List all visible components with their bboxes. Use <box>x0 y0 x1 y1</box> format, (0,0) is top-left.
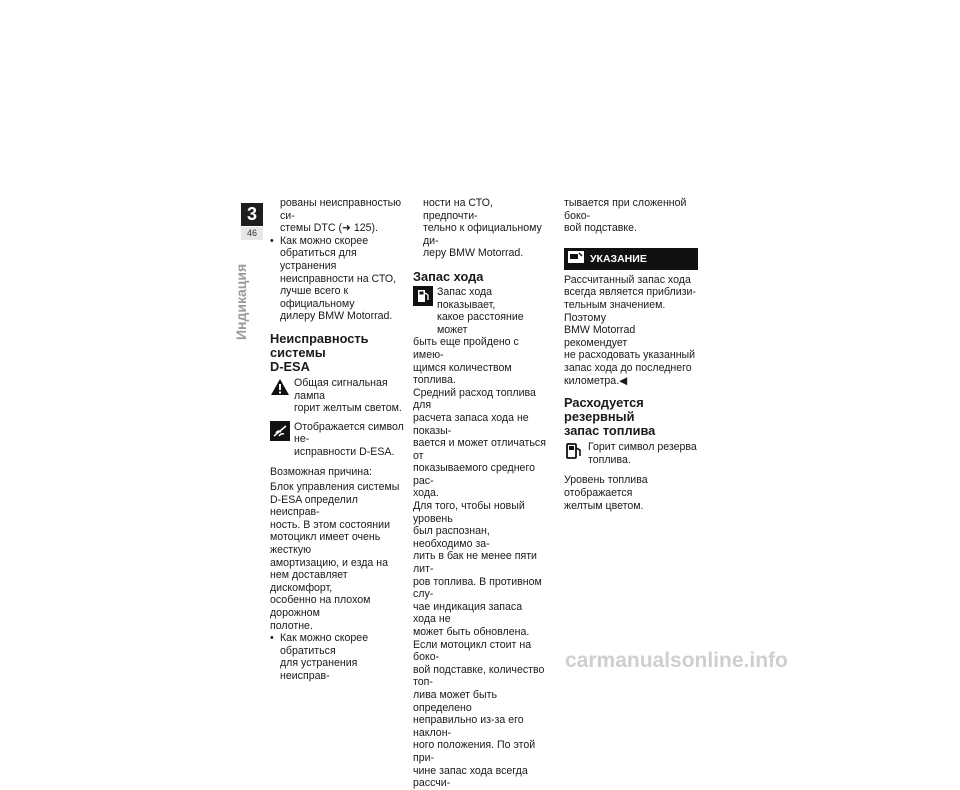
chapter-number: 3 <box>241 203 263 226</box>
bullet-item: • Как можно скорее обратиться для устранения неисправ- <box>270 632 404 682</box>
paragraph: Отображается символ не- исправности D-ESA. <box>294 420 404 458</box>
paragraph: ности на СТО, предпочти- тельно к официальному ди- леру BMW Motorrad. <box>423 197 542 260</box>
warning-banner <box>564 248 698 270</box>
note-icon <box>568 250 584 267</box>
paragraph: Горит символ резерва топлива. <box>588 441 697 466</box>
section-heading-range: Запас хода <box>413 268 484 284</box>
paragraph: Возможная причина: <box>270 465 372 478</box>
icon-row <box>270 421 404 459</box>
column-3 <box>564 197 698 512</box>
paragraph: быть еще пройдено с имею- щимся количеством топлива. Средний расход топлива для расчета запаса хода не показы- вается и может отличаться от показываемого среднего рас- хода. <box>413 336 546 500</box>
fuel-range-icon <box>413 286 433 306</box>
bullet-item: • Как можно скорее обратиться для устранения неисправности на СТО, лучше всего к официальному дилеру BMW Motorrad. <box>270 235 404 323</box>
page-number: 46 <box>241 227 263 240</box>
icon-row <box>270 377 404 415</box>
chapter-title: Индикация <box>233 263 249 340</box>
paragraph: Блок управления системы D-ESA определил неисправ- ность. В этом состоянии мотоцикл имеет очень жесткую амортизацию, и езда на нем доставляет дискомфорт, особенно на плохом дорожном полотне. <box>270 481 400 632</box>
paragraph: Рассчитанный запас хода всегда является приблизи- тельным значением. Поэтому BMW Motorrad рекомендует не расходовать указанный запас хода до последнего километра.◀ <box>564 273 696 387</box>
section-heading-desa: Неисправность системы D-ESA <box>270 330 369 374</box>
paragraph: Для того, чтобы новый уровень был распознан, необходимо за- лить в бак не менее пяти лит- ров топлива. В противном слу- чае индикация запаса хода не может быть обновлена. <box>413 500 542 638</box>
column-2 <box>413 197 547 790</box>
suspension-fault-icon <box>270 421 290 441</box>
warning-triangle-icon <box>270 377 290 397</box>
watermark: carmanualsonline.info <box>565 649 788 672</box>
fuel-reserve-icon <box>564 441 584 461</box>
paragraph: Общая сигнальная лампа горит желтым светом. <box>294 376 402 415</box>
icon-row <box>413 286 547 336</box>
section-heading-reserve: Расходуется резервный запас топлива <box>564 395 656 439</box>
icon-row <box>564 441 698 466</box>
column-1 <box>270 197 404 683</box>
paragraph: Если мотоцикл стоит на боко- вой подставке, количество топ- лива может быть определено неправильно из-за его наклон- ного положения. По этой при- чине запас хода всегда рассчи- <box>413 638 545 790</box>
paragraph: Запас хода показывает, какое расстояние может <box>437 285 524 336</box>
paragraph: Уровень топлива отображается желтым цветом. <box>564 474 648 512</box>
paragraph: тывается при сложенной боко- вой подставке. <box>564 197 687 235</box>
paragraph: рованы неисправностью си- стемы DTC (➜ 125). <box>280 197 402 235</box>
warning-label: УКАЗАНИЕ <box>590 252 647 265</box>
